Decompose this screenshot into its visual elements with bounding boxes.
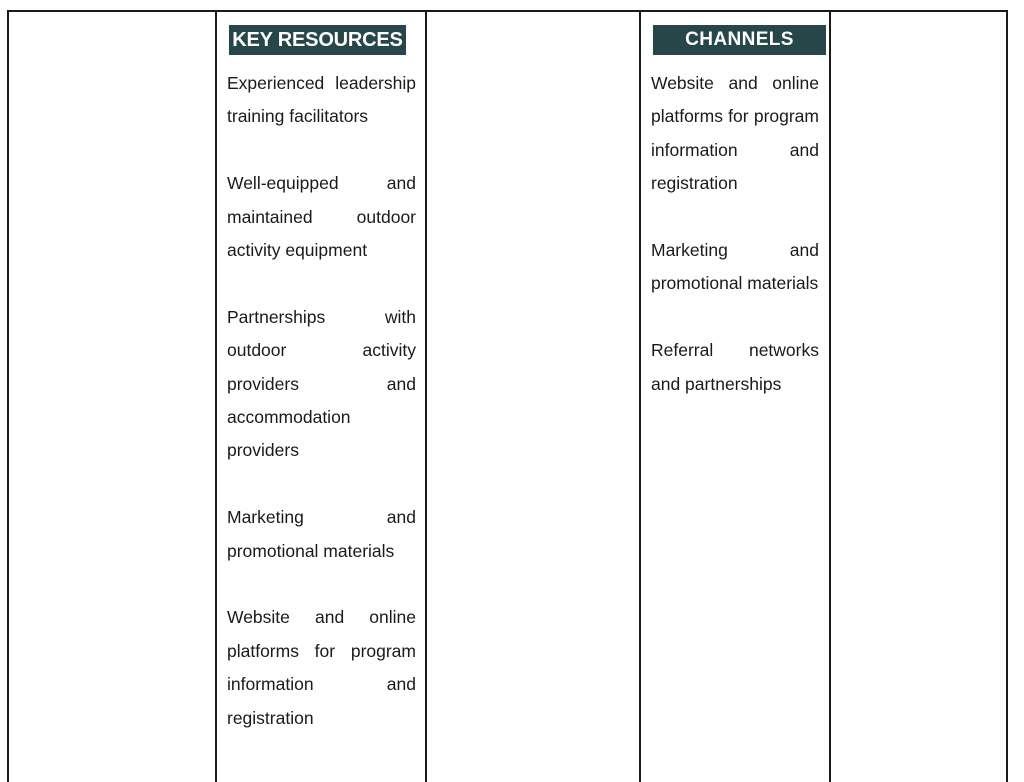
column-divider (215, 11, 217, 782)
column-divider (829, 11, 831, 782)
list-item: Partnerships with outdoor activity providers and accommodation providers (227, 306, 416, 461)
table-top-border (7, 10, 1008, 12)
column-divider (1006, 11, 1008, 782)
list-item: Experienced leadership training facilitators (227, 73, 416, 127)
list-item: Referral networks and partnerships (651, 340, 819, 394)
key-resources-heading: KEY RESOURCES (229, 25, 406, 55)
column-divider (425, 11, 427, 782)
channels-list (651, 67, 819, 434)
list-item: Website and online platforms for program information and registration (651, 73, 819, 194)
key-resources-list (227, 67, 416, 768)
list-item: Website and online platforms for program information and registration (227, 607, 416, 728)
channels-heading: CHANNELS (653, 25, 826, 55)
column-divider (639, 11, 641, 782)
list-item: Marketing and promotional materials (227, 507, 416, 561)
list-item: Well-equipped and maintained outdoor activity equipment (227, 173, 416, 261)
column-divider (7, 11, 9, 782)
list-item: Marketing and promotional materials (651, 240, 819, 294)
